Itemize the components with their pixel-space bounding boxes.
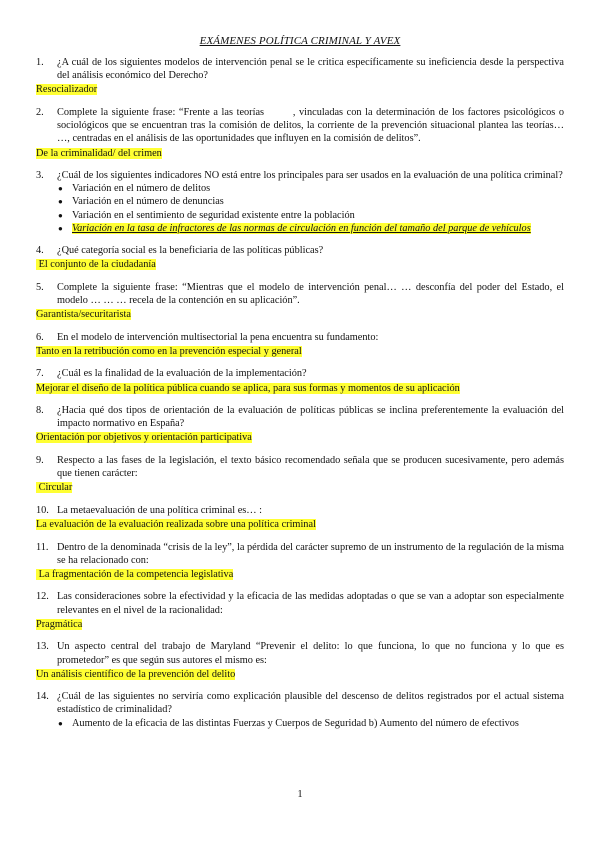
question-10 bbox=[36, 504, 564, 532]
question-text: En el modelo de intervención multisectorial la pena encuentra su fundamento: bbox=[57, 331, 379, 343]
question-number: 3. bbox=[36, 170, 44, 182]
question-number: 14. bbox=[36, 691, 49, 703]
question-number: 13. bbox=[36, 641, 49, 653]
answer-highlight: Pragmática bbox=[36, 618, 83, 630]
answer-highlight: Variación en la tasa de infractores de las normas de circulación en función del tamaño del parque de vehículos bbox=[72, 222, 531, 234]
question-text: Respecto a las fases de la legislación, el texto básico recomendado señala que se producen sucesivamente, pero además que tienen carácter: bbox=[57, 454, 564, 480]
answer-highlight: Garantista/securitarista bbox=[36, 309, 131, 321]
answer-highlight: Circular bbox=[36, 482, 73, 494]
bullet-icon: ● bbox=[58, 197, 63, 207]
answer-highlight: Mejorar el diseño de la política pública cuando se aplica, para sus formas y momentos de su aplicación bbox=[36, 382, 460, 394]
question-text: Dentro de la denominada “crisis de la ley”, la pérdida del carácter supremo de un instrumento de la regulación de la misma se ha relacionado con: bbox=[57, 541, 564, 566]
question-number: 6. bbox=[36, 331, 44, 343]
question-8 bbox=[36, 404, 564, 445]
bullet-icon: ● bbox=[58, 210, 63, 220]
question-number: 2. bbox=[36, 106, 44, 118]
bullet-icon: ● bbox=[58, 718, 63, 728]
question-13 bbox=[36, 640, 564, 681]
option-item: ● Variación en el número de delitos bbox=[58, 183, 211, 195]
question-number: 7. bbox=[36, 368, 44, 380]
question-4 bbox=[36, 244, 564, 272]
question-number: 5. bbox=[36, 281, 44, 293]
answer-highlight: La fragmentación de la competencia legislativa bbox=[36, 568, 234, 580]
question-6 bbox=[36, 331, 564, 359]
question-text: Las consideraciones sobre la efectividad y la eficacia de las medidas adoptadas o que se van a adoptar son especialmente relevantes en el nivel de la racionalidad: bbox=[57, 591, 564, 616]
question-number: 4. bbox=[36, 245, 44, 257]
answer-highlight: Un análisis científico de la prevención del delito bbox=[36, 668, 236, 680]
bullet-icon: ● bbox=[58, 184, 63, 194]
answer-highlight: Tanto en la retribución como en la prevención especial y general bbox=[36, 345, 302, 357]
question-11 bbox=[36, 541, 564, 582]
answer-highlight: Resocializador bbox=[36, 84, 98, 96]
question-text: Complete la siguiente frase: “Frente a las teorías , vinculadas con la determinación de los factores psicológicos o sociológicos que se encuentran tras la comisión de delitos, la corriente de la prevención situacional plantea las teorías… …, centradas en el análisis de las oportunidades que influyen en la comisión de delitos”. bbox=[57, 106, 567, 145]
answer-highlight: De la criminalidad/ del crimen bbox=[36, 147, 162, 159]
question-text: ¿Qué categoría social es la beneficiaria de las políticas públicas? bbox=[57, 245, 324, 257]
question-text: Un aspecto central del trabajo de Maryland “Prevenir el delito: lo que funciona, lo que no funciona y lo que es prometedor” es que según sus autores el mismo es: bbox=[57, 641, 564, 666]
question-text: ¿A cuál de los siguientes modelos de intervención penal se le critica específicamente su ineficiencia desde la perspectiva del análisis económico del Derecho? bbox=[57, 57, 564, 82]
option-item: ● Variación en el número de denuncias bbox=[58, 196, 224, 208]
question-14 bbox=[36, 690, 564, 730]
question-2 bbox=[36, 106, 567, 160]
question-5 bbox=[36, 281, 564, 322]
question-number: 10. bbox=[36, 504, 49, 516]
question-text: La metaevaluación de una política criminal es… : bbox=[57, 504, 262, 516]
question-text: Complete la siguiente frase: “Mientras que el modelo de intervención penal… … desconfía del poder del Estado, el modelo … … … recela de la contención en su aplicación”. bbox=[57, 281, 564, 306]
question-1 bbox=[36, 56, 564, 97]
page-number: 1 bbox=[297, 789, 303, 800]
options-list bbox=[36, 182, 564, 235]
option-item: ● Variación en el sentimiento de seguridad existente entre la población bbox=[58, 209, 355, 221]
question-text: ¿Hacia qué dos tipos de orientación de la evaluación de políticas públicas se inclina preferentemente la evaluación del impacto normativo en España? bbox=[57, 405, 564, 430]
question-text: ¿Cuál de las siguientes no serviría como explicación plausible del descenso de delitos registrados por el actual sistema estadístico de criminalidad? bbox=[57, 691, 564, 716]
document-title: EXÁMENES POLÍTICA CRIMINAL Y AVEX bbox=[199, 35, 401, 47]
question-9 bbox=[36, 454, 564, 495]
answer-highlight: La evaluación de la evaluación realizada sobre una política criminal bbox=[36, 519, 316, 531]
question-number: 1. bbox=[36, 57, 44, 68]
question-3 bbox=[36, 169, 564, 235]
options-list bbox=[36, 717, 564, 730]
bullet-icon: ● bbox=[58, 223, 63, 233]
question-number: 11. bbox=[36, 541, 49, 553]
answer-highlight: El conjunto de la ciudadanía bbox=[36, 259, 156, 271]
question-12 bbox=[36, 590, 564, 631]
question-text: ¿Cuál de los siguientes indicadores NO está entre los principales para ser usados en la evaluación de una política criminal? bbox=[57, 170, 563, 182]
question-number: 9. bbox=[36, 454, 44, 466]
question-number: 8. bbox=[36, 405, 44, 417]
option-item: ● Aumento de la eficacia de las distintas Fuerzas y Cuerpos de Seguridad b) Aumento del número de efectivos bbox=[58, 717, 519, 729]
option-item-correct bbox=[58, 222, 564, 235]
answer-highlight: Orientación por objetivos y orientación participativa bbox=[36, 432, 252, 444]
question-number: 12. bbox=[36, 591, 49, 603]
question-text: ¿Cuál es la finalidad de la evaluación de la implementación? bbox=[57, 368, 307, 380]
question-7 bbox=[36, 367, 564, 395]
